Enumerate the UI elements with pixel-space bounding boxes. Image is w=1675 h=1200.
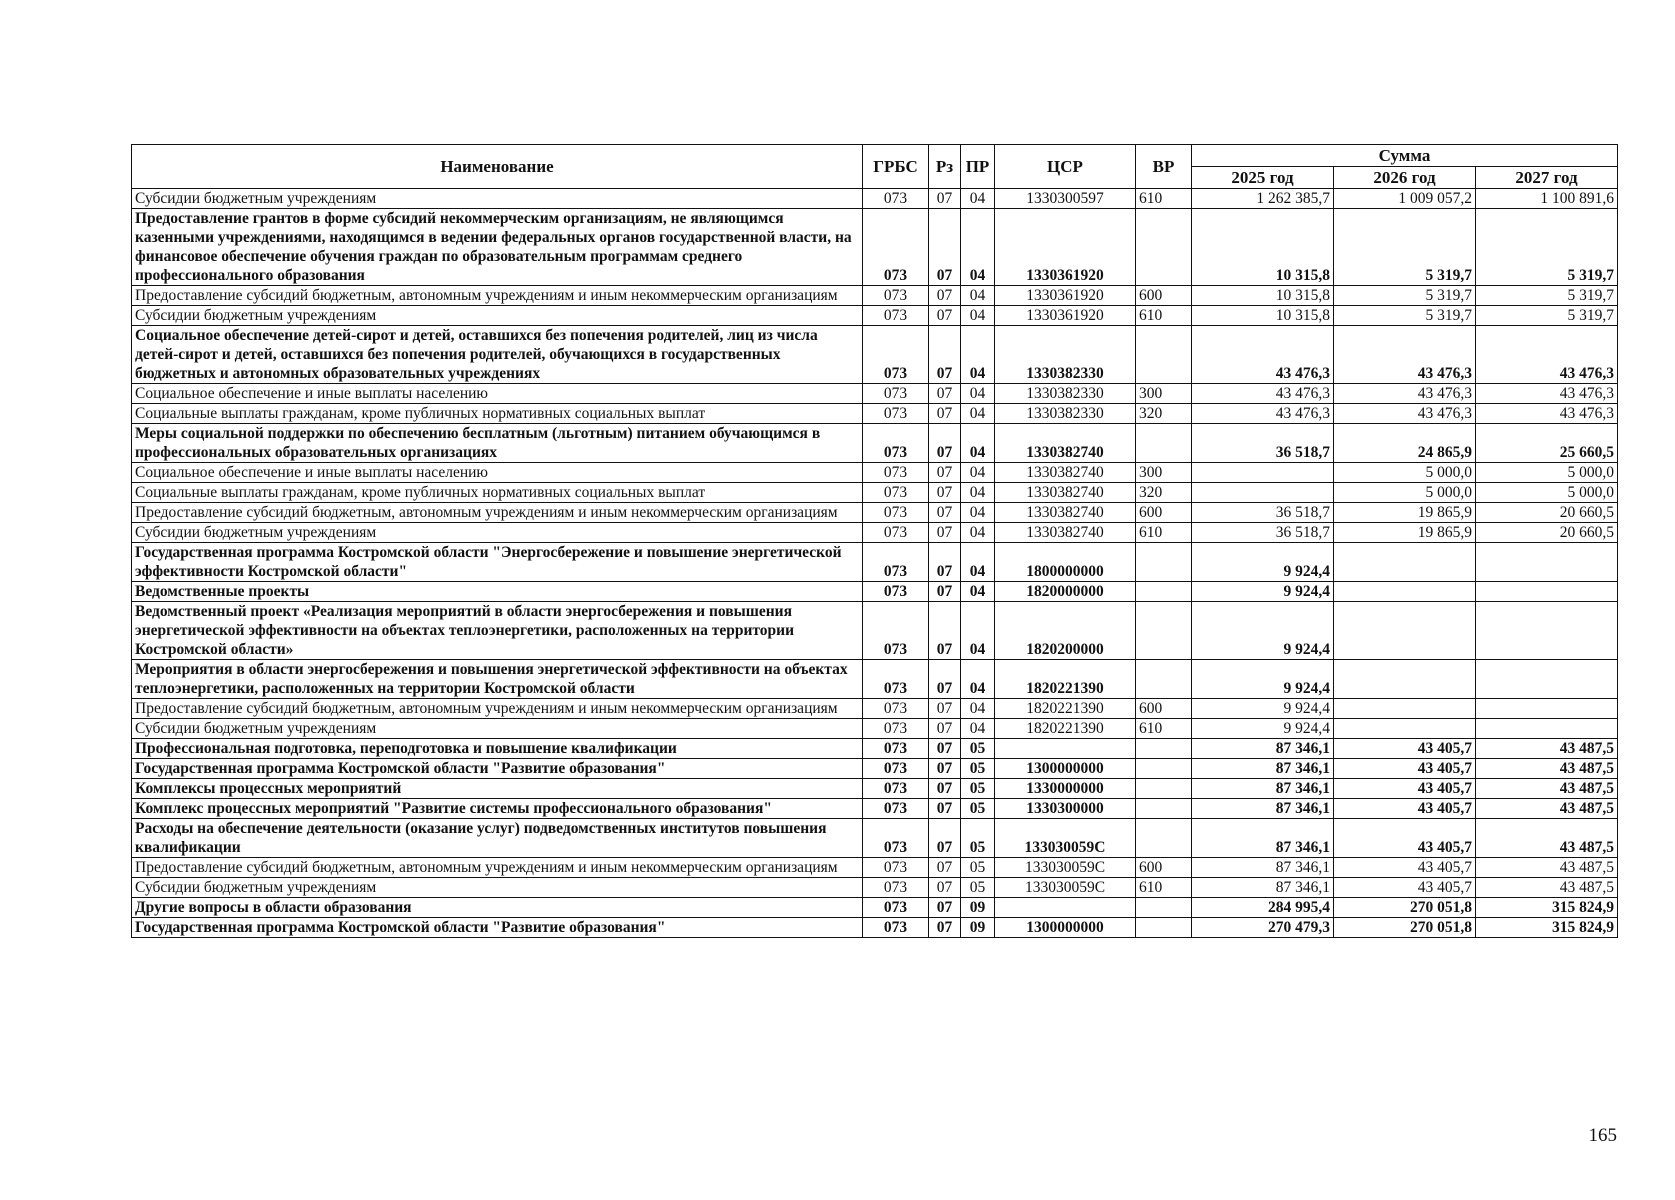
- cell-2027: [1476, 582, 1618, 602]
- cell-rz: 07: [929, 819, 961, 858]
- cell-2026: 24 865,9: [1334, 424, 1476, 463]
- cell-name: Предоставление субсидий бюджетным, автономным учреждениям и иным некоммерческим организациям: [132, 858, 863, 878]
- cell-vr: 610: [1136, 189, 1192, 209]
- cell-csr: 1820221390: [995, 699, 1136, 719]
- cell-pr: 04: [961, 719, 995, 739]
- cell-name: Государственная программа Костромской области "Энергосбережение и повышение энергетической эффективности Костромской области": [132, 543, 863, 582]
- table-row: [132, 326, 1618, 384]
- cell-2025: 270 479,3: [1192, 918, 1334, 938]
- table-row: [132, 759, 1618, 779]
- cell-csr: 1820221390: [995, 719, 1136, 739]
- cell-pr: 04: [961, 582, 995, 602]
- cell-vr: 320: [1136, 483, 1192, 503]
- table-row: [132, 739, 1618, 759]
- cell-pr: 09: [961, 898, 995, 918]
- cell-name: Ведомственный проект «Реализация мероприятий в области энергосбережения и повышения энергетической эффективности на объектах теплоэнергетики, расположенных на территории Костромской области»: [132, 602, 863, 660]
- cell-rz: 07: [929, 189, 961, 209]
- cell-name: Профессиональная подготовка, переподготовка и повышение квалификации: [132, 739, 863, 759]
- cell-2026: 19 865,9: [1334, 523, 1476, 543]
- cell-grbs: 073: [863, 463, 929, 483]
- cell-grbs: 073: [863, 878, 929, 898]
- cell-rz: 07: [929, 699, 961, 719]
- cell-vr: [1136, 424, 1192, 463]
- table-row: [132, 483, 1618, 503]
- cell-2027: 5 000,0: [1476, 483, 1618, 503]
- cell-name: Комплексы процессных мероприятий: [132, 779, 863, 799]
- cell-vr: 610: [1136, 719, 1192, 739]
- cell-vr: [1136, 918, 1192, 938]
- cell-2027: 43 476,3: [1476, 404, 1618, 424]
- cell-2026: 43 405,7: [1334, 858, 1476, 878]
- cell-csr: 1820221390: [995, 660, 1136, 699]
- cell-vr: 610: [1136, 878, 1192, 898]
- table-row: [132, 819, 1618, 858]
- table-row: [132, 799, 1618, 819]
- cell-2025: 87 346,1: [1192, 858, 1334, 878]
- cell-csr: 1330382330: [995, 326, 1136, 384]
- cell-name: Субсидии бюджетным учреждениям: [132, 719, 863, 739]
- cell-rz: 07: [929, 858, 961, 878]
- cell-csr: 133030059С: [995, 858, 1136, 878]
- cell-2027: [1476, 719, 1618, 739]
- cell-2026: 5 319,7: [1334, 286, 1476, 306]
- cell-pr: 04: [961, 503, 995, 523]
- header-grbs: ГРБС: [863, 145, 929, 189]
- header-csr: ЦСР: [995, 145, 1136, 189]
- header-vr: ВР: [1136, 145, 1192, 189]
- cell-rz: 07: [929, 898, 961, 918]
- cell-vr: [1136, 326, 1192, 384]
- cell-name: Предоставление субсидий бюджетным, автономным учреждениям и иным некоммерческим организациям: [132, 699, 863, 719]
- cell-csr: 1330000000: [995, 779, 1136, 799]
- cell-vr: 610: [1136, 523, 1192, 543]
- cell-vr: 600: [1136, 503, 1192, 523]
- cell-name: Предоставление грантов в форме субсидий некоммерческим организациям, не являющимся казенными учреждениями, находящимся в ведении федеральных органов государственной власти, на финансовое обеспечение обучения граждан по образовательным программам среднего профессионального образования: [132, 209, 863, 286]
- cell-2027: [1476, 699, 1618, 719]
- cell-2027: 25 660,5: [1476, 424, 1618, 463]
- cell-rz: 07: [929, 779, 961, 799]
- cell-2025: 9 924,4: [1192, 602, 1334, 660]
- cell-rz: 07: [929, 602, 961, 660]
- header-pr: ПР: [961, 145, 995, 189]
- cell-2027: 43 487,5: [1476, 739, 1618, 759]
- cell-grbs: 073: [863, 209, 929, 286]
- cell-2026: 43 405,7: [1334, 819, 1476, 858]
- cell-rz: 07: [929, 660, 961, 699]
- cell-rz: 07: [929, 209, 961, 286]
- cell-rz: 07: [929, 306, 961, 326]
- table-row: [132, 898, 1618, 918]
- cell-2026: [1334, 602, 1476, 660]
- cell-2025: 284 995,4: [1192, 898, 1334, 918]
- header-2026: 2026 год: [1334, 167, 1476, 189]
- cell-vr: [1136, 898, 1192, 918]
- cell-pr: 04: [961, 189, 995, 209]
- table-row: [132, 189, 1618, 209]
- cell-pr: 05: [961, 878, 995, 898]
- cell-csr: 1820000000: [995, 582, 1136, 602]
- cell-pr: 04: [961, 660, 995, 699]
- table-row: [132, 878, 1618, 898]
- cell-rz: 07: [929, 463, 961, 483]
- header-2025: 2025 год: [1192, 167, 1334, 189]
- cell-grbs: 073: [863, 819, 929, 858]
- cell-2025: 36 518,7: [1192, 523, 1334, 543]
- cell-vr: [1136, 660, 1192, 699]
- cell-pr: 04: [961, 523, 995, 543]
- cell-rz: 07: [929, 543, 961, 582]
- cell-csr: 1330382740: [995, 463, 1136, 483]
- cell-grbs: 073: [863, 424, 929, 463]
- cell-2025: 87 346,1: [1192, 819, 1334, 858]
- cell-grbs: 073: [863, 404, 929, 424]
- cell-2027: 5 319,7: [1476, 286, 1618, 306]
- cell-csr: 1330382740: [995, 424, 1136, 463]
- cell-2025: 87 346,1: [1192, 878, 1334, 898]
- cell-pr: 05: [961, 759, 995, 779]
- cell-2025: 43 476,3: [1192, 326, 1334, 384]
- cell-rz: 07: [929, 719, 961, 739]
- cell-name: Социальное обеспечение детей-сирот и детей, оставшихся без попечения родителей, лиц из числа детей-сирот и детей, оставшихся без попечения родителей, обучающихся в государственных бюджетных и автономных образовательных учреждениях: [132, 326, 863, 384]
- cell-grbs: 073: [863, 483, 929, 503]
- cell-2025: 43 476,3: [1192, 404, 1334, 424]
- cell-2026: 19 865,9: [1334, 503, 1476, 523]
- cell-2026: 43 405,7: [1334, 739, 1476, 759]
- cell-rz: 07: [929, 582, 961, 602]
- cell-2025: 43 476,3: [1192, 384, 1334, 404]
- table-row: [132, 503, 1618, 523]
- cell-name: Комплекс процессных мероприятий "Развитие системы профессионального образования": [132, 799, 863, 819]
- cell-rz: 07: [929, 503, 961, 523]
- cell-2026: [1334, 543, 1476, 582]
- cell-2025: [1192, 483, 1334, 503]
- cell-2026: [1334, 699, 1476, 719]
- cell-csr: 1330300000: [995, 799, 1136, 819]
- cell-grbs: 073: [863, 189, 929, 209]
- cell-csr: 133030059С: [995, 878, 1136, 898]
- cell-grbs: 073: [863, 384, 929, 404]
- cell-name: Социальные выплаты гражданам, кроме публичных нормативных социальных выплат: [132, 404, 863, 424]
- cell-pr: 05: [961, 799, 995, 819]
- cell-csr: 1800000000: [995, 543, 1136, 582]
- cell-rz: 07: [929, 878, 961, 898]
- cell-grbs: 073: [863, 602, 929, 660]
- cell-2025: 10 315,8: [1192, 306, 1334, 326]
- cell-2025: 9 924,4: [1192, 582, 1334, 602]
- cell-2027: [1476, 602, 1618, 660]
- cell-name: Расходы на обеспечение деятельности (оказание услуг) подведомственных институтов повышения квалификации: [132, 819, 863, 858]
- cell-pr: 04: [961, 543, 995, 582]
- cell-2026: 43 476,3: [1334, 326, 1476, 384]
- cell-2026: 5 319,7: [1334, 209, 1476, 286]
- cell-name: Меры социальной поддержки по обеспечению бесплатным (льготным) питанием обучающимся в профессиональных образовательных организациях: [132, 424, 863, 463]
- cell-grbs: 073: [863, 523, 929, 543]
- cell-2025: 9 924,4: [1192, 719, 1334, 739]
- cell-2026: 43 476,3: [1334, 404, 1476, 424]
- cell-2026: 270 051,8: [1334, 898, 1476, 918]
- cell-pr: 04: [961, 424, 995, 463]
- cell-name: Государственная программа Костромской области "Развитие образования": [132, 918, 863, 938]
- cell-name: Мероприятия в области энергосбережения и повышения энергетической эффективности на объектах теплоэнергетики, расположенных на территории Костромской области: [132, 660, 863, 699]
- cell-name: Социальные выплаты гражданам, кроме публичных нормативных социальных выплат: [132, 483, 863, 503]
- cell-name: Субсидии бюджетным учреждениям: [132, 306, 863, 326]
- cell-grbs: 073: [863, 739, 929, 759]
- cell-2027: 315 824,9: [1476, 918, 1618, 938]
- cell-pr: 05: [961, 739, 995, 759]
- cell-grbs: 073: [863, 799, 929, 819]
- table-body: [132, 189, 1618, 938]
- cell-rz: 07: [929, 404, 961, 424]
- cell-2027: 20 660,5: [1476, 503, 1618, 523]
- cell-vr: [1136, 759, 1192, 779]
- cell-grbs: 073: [863, 918, 929, 938]
- cell-csr: 1820200000: [995, 602, 1136, 660]
- budget-table: [131, 144, 1618, 938]
- cell-csr: 133030059С: [995, 819, 1136, 858]
- cell-name: Другие вопросы в области образования: [132, 898, 863, 918]
- header-name: Наименование: [132, 145, 863, 189]
- cell-pr: 04: [961, 286, 995, 306]
- cell-name: Субсидии бюджетным учреждениям: [132, 878, 863, 898]
- cell-2025: 36 518,7: [1192, 424, 1334, 463]
- cell-csr: 1330361920: [995, 209, 1136, 286]
- cell-rz: 07: [929, 424, 961, 463]
- cell-csr: 1300000000: [995, 918, 1136, 938]
- table-row: [132, 384, 1618, 404]
- cell-vr: 300: [1136, 463, 1192, 483]
- cell-grbs: 073: [863, 719, 929, 739]
- cell-name: Социальное обеспечение и иные выплаты населению: [132, 463, 863, 483]
- cell-vr: 610: [1136, 306, 1192, 326]
- cell-pr: 04: [961, 209, 995, 286]
- cell-2026: 5 000,0: [1334, 483, 1476, 503]
- cell-csr: 1330382740: [995, 483, 1136, 503]
- cell-csr: [995, 898, 1136, 918]
- cell-csr: [995, 739, 1136, 759]
- cell-vr: [1136, 799, 1192, 819]
- cell-name: Ведомственные проекты: [132, 582, 863, 602]
- cell-2025: 10 315,8: [1192, 286, 1334, 306]
- cell-csr: 1300000000: [995, 759, 1136, 779]
- cell-2027: 43 487,5: [1476, 799, 1618, 819]
- cell-name: Предоставление субсидий бюджетным, автономным учреждениям и иным некоммерческим организациям: [132, 503, 863, 523]
- cell-pr: 04: [961, 602, 995, 660]
- cell-vr: 320: [1136, 404, 1192, 424]
- header-sum: Сумма: [1192, 145, 1618, 167]
- cell-2026: 43 405,7: [1334, 759, 1476, 779]
- cell-pr: 04: [961, 404, 995, 424]
- cell-2027: [1476, 543, 1618, 582]
- table-row: [132, 463, 1618, 483]
- cell-2026: 5 000,0: [1334, 463, 1476, 483]
- cell-pr: 04: [961, 306, 995, 326]
- cell-rz: 07: [929, 286, 961, 306]
- cell-2027: 43 487,5: [1476, 779, 1618, 799]
- cell-grbs: 073: [863, 858, 929, 878]
- table-row: [132, 699, 1618, 719]
- cell-2025: 9 924,4: [1192, 543, 1334, 582]
- table-row: [132, 523, 1618, 543]
- cell-pr: 04: [961, 384, 995, 404]
- cell-pr: 05: [961, 819, 995, 858]
- cell-2026: 270 051,8: [1334, 918, 1476, 938]
- table-row: [132, 719, 1618, 739]
- cell-grbs: 073: [863, 898, 929, 918]
- header-2027: 2027 год: [1476, 167, 1618, 189]
- cell-grbs: 073: [863, 759, 929, 779]
- cell-2027: 5 000,0: [1476, 463, 1618, 483]
- cell-2027: 43 476,3: [1476, 326, 1618, 384]
- table-row: [132, 424, 1618, 463]
- cell-2025: 1 262 385,7: [1192, 189, 1334, 209]
- cell-2026: [1334, 582, 1476, 602]
- cell-2026: 43 405,7: [1334, 799, 1476, 819]
- cell-2027: 43 476,3: [1476, 384, 1618, 404]
- cell-rz: 07: [929, 799, 961, 819]
- cell-2026: 43 405,7: [1334, 779, 1476, 799]
- cell-2027: [1476, 660, 1618, 699]
- cell-2026: 5 319,7: [1334, 306, 1476, 326]
- page-number: 165: [1588, 1125, 1617, 1146]
- cell-grbs: 073: [863, 779, 929, 799]
- cell-name: Субсидии бюджетным учреждениям: [132, 523, 863, 543]
- cell-2025: 87 346,1: [1192, 779, 1334, 799]
- table-row: [132, 918, 1618, 938]
- cell-2025: 87 346,1: [1192, 739, 1334, 759]
- cell-grbs: 073: [863, 543, 929, 582]
- cell-pr: 04: [961, 326, 995, 384]
- cell-grbs: 073: [863, 503, 929, 523]
- cell-2025: [1192, 463, 1334, 483]
- cell-vr: [1136, 779, 1192, 799]
- cell-name: Предоставление субсидий бюджетным, автономным учреждениям и иным некоммерческим организациям: [132, 286, 863, 306]
- cell-2027: 5 319,7: [1476, 306, 1618, 326]
- cell-2026: 43 476,3: [1334, 384, 1476, 404]
- table-row: [132, 404, 1618, 424]
- cell-2025: 87 346,1: [1192, 759, 1334, 779]
- header-rz: Рз: [929, 145, 961, 189]
- cell-rz: 07: [929, 918, 961, 938]
- table-row: [132, 543, 1618, 582]
- cell-pr: 04: [961, 699, 995, 719]
- cell-vr: [1136, 209, 1192, 286]
- cell-csr: 1330382330: [995, 404, 1136, 424]
- cell-rz: 07: [929, 384, 961, 404]
- cell-2027: 20 660,5: [1476, 523, 1618, 543]
- cell-vr: 600: [1136, 699, 1192, 719]
- cell-2027: 43 487,5: [1476, 759, 1618, 779]
- cell-pr: 05: [961, 858, 995, 878]
- cell-csr: 1330382740: [995, 503, 1136, 523]
- cell-vr: 600: [1136, 858, 1192, 878]
- cell-pr: 09: [961, 918, 995, 938]
- cell-vr: 600: [1136, 286, 1192, 306]
- cell-csr: 1330382330: [995, 384, 1136, 404]
- table-row: [132, 602, 1618, 660]
- cell-grbs: 073: [863, 326, 929, 384]
- table-row: [132, 660, 1618, 699]
- cell-rz: 07: [929, 759, 961, 779]
- cell-rz: 07: [929, 523, 961, 543]
- table-row: [132, 286, 1618, 306]
- cell-2025: 9 924,4: [1192, 699, 1334, 719]
- cell-rz: 07: [929, 739, 961, 759]
- cell-vr: [1136, 739, 1192, 759]
- cell-vr: [1136, 819, 1192, 858]
- cell-2025: 36 518,7: [1192, 503, 1334, 523]
- cell-2026: 1 009 057,2: [1334, 189, 1476, 209]
- cell-csr: 1330361920: [995, 286, 1136, 306]
- cell-2027: 43 487,5: [1476, 878, 1618, 898]
- cell-name: Государственная программа Костромской области "Развитие образования": [132, 759, 863, 779]
- cell-grbs: 073: [863, 286, 929, 306]
- cell-2027: 5 319,7: [1476, 209, 1618, 286]
- cell-2025: 9 924,4: [1192, 660, 1334, 699]
- cell-grbs: 073: [863, 699, 929, 719]
- cell-grbs: 073: [863, 660, 929, 699]
- table-row: [132, 209, 1618, 286]
- cell-csr: 1330382740: [995, 523, 1136, 543]
- cell-rz: 07: [929, 483, 961, 503]
- cell-2026: [1334, 719, 1476, 739]
- cell-vr: [1136, 543, 1192, 582]
- cell-2027: 315 824,9: [1476, 898, 1618, 918]
- cell-rz: 07: [929, 326, 961, 384]
- cell-csr: 1330300597: [995, 189, 1136, 209]
- cell-name: Социальное обеспечение и иные выплаты населению: [132, 384, 863, 404]
- cell-vr: [1136, 582, 1192, 602]
- cell-2027: 43 487,5: [1476, 858, 1618, 878]
- cell-2027: 43 487,5: [1476, 819, 1618, 858]
- cell-csr: 1330361920: [995, 306, 1136, 326]
- cell-2026: 43 405,7: [1334, 878, 1476, 898]
- cell-2026: [1334, 660, 1476, 699]
- table-row: [132, 858, 1618, 878]
- cell-2027: 1 100 891,6: [1476, 189, 1618, 209]
- cell-2025: 10 315,8: [1192, 209, 1334, 286]
- cell-grbs: 073: [863, 582, 929, 602]
- table-row: [132, 582, 1618, 602]
- table-row: [132, 306, 1618, 326]
- cell-2025: 87 346,1: [1192, 799, 1334, 819]
- cell-vr: 300: [1136, 384, 1192, 404]
- cell-pr: 04: [961, 483, 995, 503]
- cell-pr: 05: [961, 779, 995, 799]
- table-row: [132, 779, 1618, 799]
- cell-pr: 04: [961, 463, 995, 483]
- cell-vr: [1136, 602, 1192, 660]
- cell-grbs: 073: [863, 306, 929, 326]
- table-header: [132, 145, 1618, 189]
- cell-name: Субсидии бюджетным учреждениям: [132, 189, 863, 209]
